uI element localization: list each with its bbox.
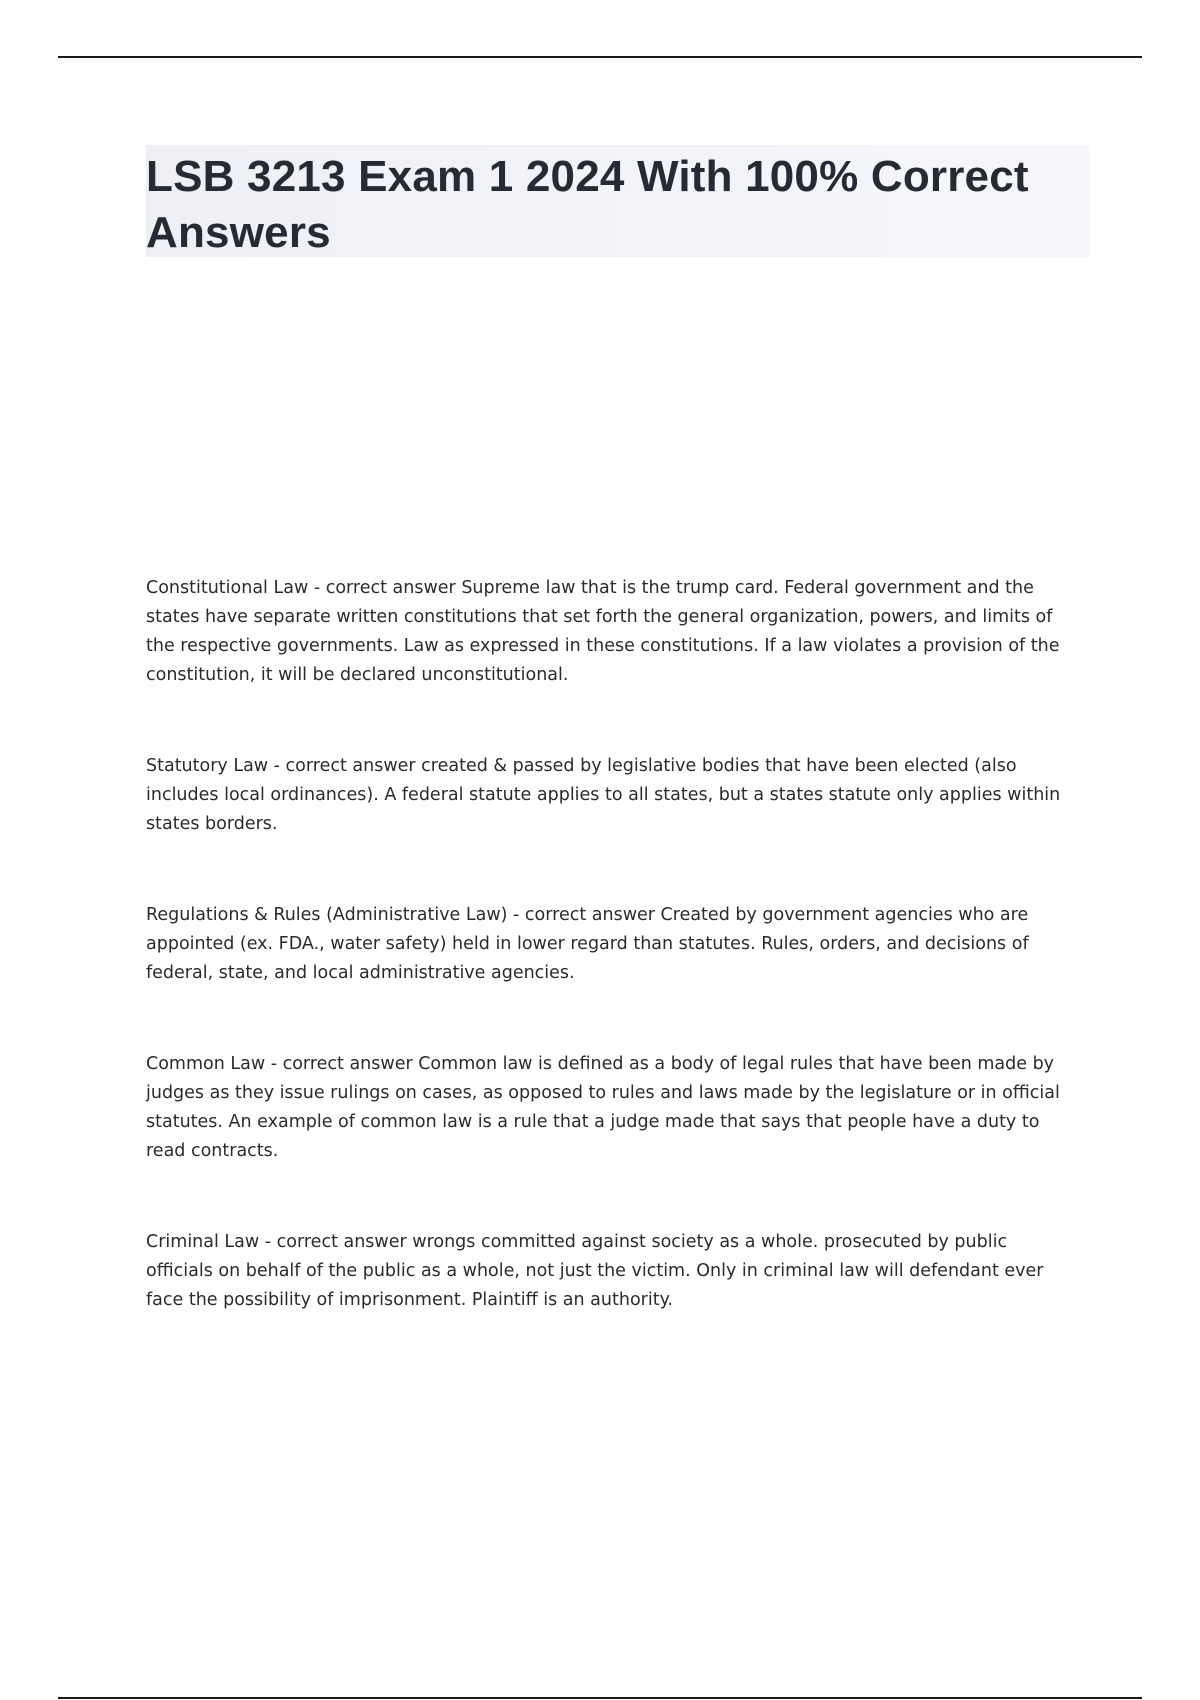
qa-item-statutory-law: Statutory Law - correct answer created & passed by legislative bodies that have been elected (also includes local ordinances). A federal statute applies to all states, but a states statute only applies within states borders. — [146, 756, 1061, 834]
qa-item-common-law: Common Law - correct answer Common law is defined as a body of legal rules that have been made by judges as they issue rulings on cases, as opposed to rules and laws made by the legislature or in official statutes. An example of common law is a rule that a judge made that says that people have a duty to read contracts. — [146, 1054, 1060, 1161]
qa-item-regulations-rules: Regulations & Rules (Administrative Law) - correct answer Created by government agencies who are appointed (ex. FDA., water safety) held in lower regard than statutes. Rules, orders, and decisions of federal, state, and local administrative agencies. — [146, 905, 1029, 983]
title-banner — [146, 145, 1090, 257]
footer-rule — [58, 1697, 1142, 1699]
qa-list — [146, 574, 1076, 1377]
header-rule — [58, 56, 1142, 58]
qa-item-criminal-law: Criminal Law - correct answer wrongs committed against society as a whole. prosecuted by public officials on behalf of the public as a whole, not just the victim. Only in criminal law will defendant ever face the possibility of imprisonment. Plaintiff is an authority. — [146, 1232, 1044, 1310]
qa-item-constitutional-law: Constitutional Law - correct answer Supreme law that is the trump card. Federal government and the states have separate written constitutions that set forth the general organization, powers, and limits of the respective governments. Law as expressed in these constitutions. If a law violates a provision of the constitution, it will be declared unconstitutional. — [146, 578, 1060, 685]
document-title: LSB 3213 Exam 1 2024 With 100% Correct Answers — [146, 152, 1029, 257]
